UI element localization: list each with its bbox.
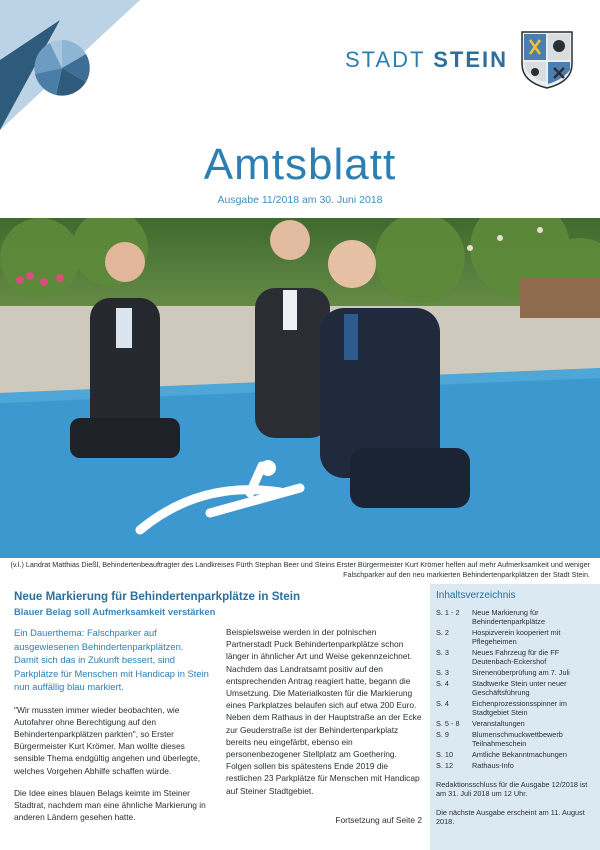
article-paragraph: Beispielsweise werden in der polnischen Partnerstadt Puck Behindertenparkplätze schon länger in ähnlicher Art und Weise gekennzeichnet. Nachdem das Landratsamt positiv auf den entsprechenden Antrag reagiert hatte, begann die Umsetzung. Die Materialkosten für die Markierung eines Parkplatzes belaufen sich auf etwa 200 Euro. Neben dem Rathaus in der Hauptstraße an der Ecke zur Geuderstraße ist der Behindertenparkplatz bereits neu eingefärbt, ebenso ein personenbezogener Stellplatz am Goethering. Folgen sollen bis spätestens Ende 2019 die restlichen 23 Parkplätze für Menschen mit Handicap auf Steiner Stadtgebiet. — [226, 627, 422, 796]
toc-text: Veranstaltungen — [472, 719, 525, 728]
toc-item[interactable] — [436, 699, 596, 717]
article-paragraph: "Wir mussten immer wieder beobachten, wie Autofahrer ohne Berechtigung auf den Behindertenparkplätzen parkten", so Erster Bürgermeister Kurt Krömer. Man wollte dieses sensible Thema endgültig angehen und überlegte, welches Vorgehen Abhilfe schaffen würde. — [14, 704, 201, 776]
article-subheadline: Blauer Belag soll Aufmerksamkeit verstärken — [14, 606, 216, 617]
deadline-note: Redaktionsschluss für die Ausgabe 12/2018 ist am 31. Juli 2018 um 12 Uhr. — [436, 780, 588, 798]
toc-item[interactable] — [436, 730, 596, 748]
article-intro: Ein Dauerthema: Falschparker auf ausgewiesenen Behindertenparkplätzen. Damit sich das in Zukunft bessert, sind Parkplätze für Menschen mit Handicap in Stein nun auffällig blau markiert. — [14, 627, 209, 692]
toc-page: S. 10 — [436, 750, 454, 759]
toc-text: Hospizverein kooperiert mit Pflegeheimen — [472, 628, 561, 646]
cover-photo — [0, 218, 600, 558]
article-paragraph: Die Idee eines blauen Belags keimte im Steiner Stadtrat, nachdem man eine ähnliche Markierung in anderen Ländern gesehen hatte. — [14, 787, 206, 823]
toc-page: S. 12 — [436, 761, 454, 770]
toc-item[interactable] — [436, 648, 596, 666]
photo-caption: (v.l.) Landrat Matthias Dießl, Behindertenbeauftragter des Landkreises Fürth Stephan Beer und Steins Erster Bürgermeister Kurt Krömer helfen auf mehr Aufmerksamkeit und weniger Falschparker auf den neu markierten Behindertenparkplätzen der Stadt Stein. — [10, 560, 590, 579]
brand-header — [345, 30, 574, 90]
corner-pie-logo-icon — [0, 0, 140, 140]
page-title: Amtsblatt — [203, 140, 397, 189]
toc-list — [436, 608, 596, 772]
toc-text: Amtliche Bekanntmachungen — [472, 750, 567, 759]
toc-item[interactable] — [436, 608, 596, 626]
toc-item[interactable] — [436, 750, 596, 759]
city-name-prefix: STADT — [345, 47, 434, 72]
city-name-bold: STEIN — [433, 47, 508, 72]
city-name — [345, 47, 508, 73]
toc-page: S. 9 — [436, 730, 449, 739]
toc-page: S. 3 — [436, 668, 449, 677]
city-crest-icon — [520, 30, 574, 90]
continued-note: Fortsetzung auf Seite 2 — [335, 815, 422, 825]
toc-text: Stadtwerke Stein unter neuer Geschäftsführung — [472, 679, 567, 697]
article-headline: Neue Markierung für Behindertenparkplätze in Stein — [14, 590, 301, 603]
issue-line: Ausgabe 11/2018 am 30. Juni 2018 — [217, 194, 383, 206]
toc-item[interactable] — [436, 628, 596, 646]
toc-text: Blumenschmuckwettbewerb Teilnahmeschein — [472, 730, 563, 748]
toc-page: S. 4 — [436, 699, 449, 708]
toc-item[interactable] — [436, 719, 596, 728]
toc-text: Neues Fahrzeug für die FF Deutenbach-Eckershof — [472, 648, 560, 666]
toc-text: Sirenenüberprüfung am 7. Juli — [472, 668, 570, 677]
toc-text: Neue Markierung für Behindertenparkplätze — [472, 608, 546, 626]
article-column-2 — [226, 626, 422, 807]
toc-item[interactable] — [436, 761, 596, 770]
toc-title: Inhaltsverzeichnis — [436, 590, 516, 601]
toc-text: Eichenprozessionsspinner im Stadtgebiet Stein — [472, 699, 567, 717]
table-of-contents — [430, 584, 600, 850]
toc-page: S. 1 - 2 — [436, 608, 460, 617]
next-issue-note: Die nächste Ausgabe erscheint am 11. August 2018. — [436, 808, 585, 826]
toc-page: S. 5 - 8 — [436, 719, 460, 728]
toc-item[interactable] — [436, 679, 596, 697]
toc-item[interactable] — [436, 668, 596, 677]
toc-page: S. 4 — [436, 679, 449, 688]
article-column-1 — [14, 626, 210, 833]
toc-text: Rathaus-Info — [472, 761, 514, 770]
toc-page: S. 3 — [436, 648, 449, 657]
toc-page: S. 2 — [436, 628, 449, 637]
